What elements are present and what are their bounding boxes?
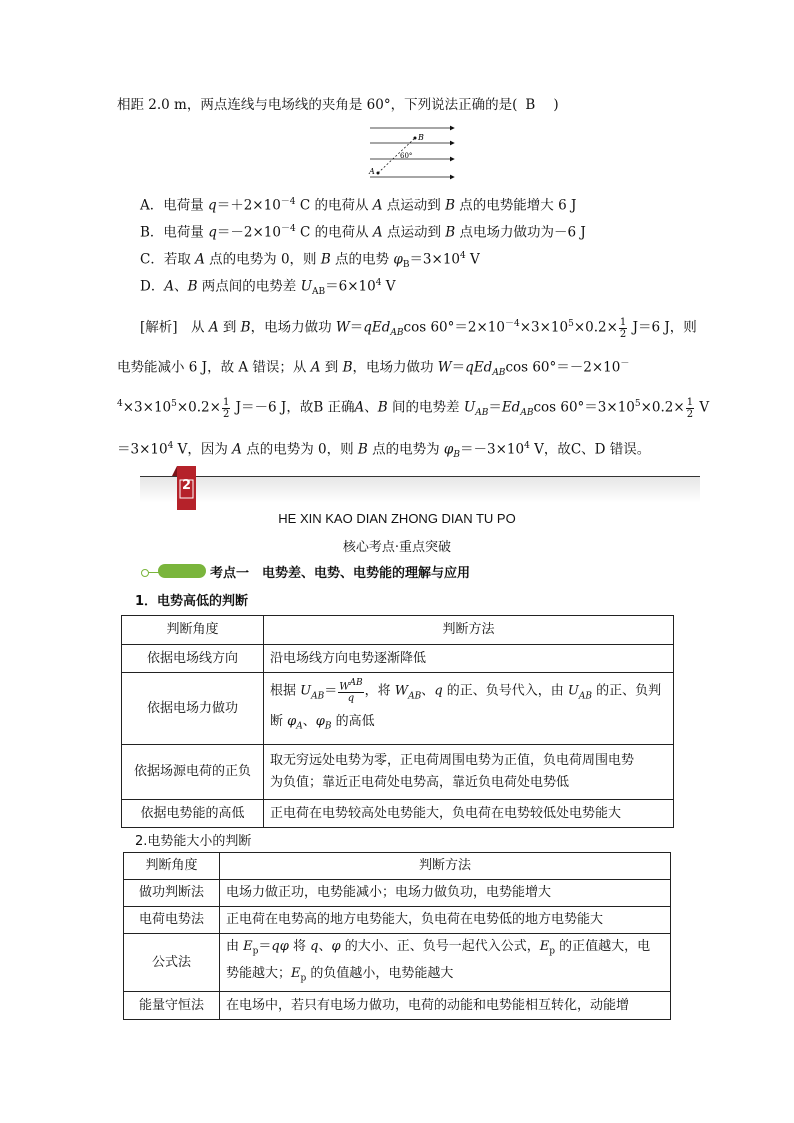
option-d: D．A、B 两点间的电势差 $U_{AB}=6\times 10^4$ V	[140, 278, 396, 298]
table-cell: 由 $E_p=q\varphi$ 将 q、φ 的大小、正、负号一起代入公式，$E_p$ 的正值越大，电 势能越大；$E_p$ 的负值越小，电势能越大	[220, 934, 671, 992]
table-row	[124, 907, 671, 934]
section-title: 核心考点·重点突破	[342, 540, 452, 555]
table-cell: 依据电场线方向	[122, 645, 264, 673]
point-b	[414, 137, 417, 140]
table1-heading: 1．电势高低的判断	[135, 594, 249, 609]
table-header: 判断方法	[264, 616, 674, 645]
table-header: 判断角度	[124, 853, 220, 880]
table-cell: 能量守恒法	[124, 992, 220, 1020]
table-cell: 依据电势能的高低	[122, 800, 264, 828]
table-row	[124, 992, 671, 1020]
table-cell: 沿电场线方向电势逐渐降低	[264, 645, 674, 673]
fraction: $\frac{1}{2}$	[619, 316, 627, 340]
table-cell: 正电荷在电势高的地方电势能大，负电荷在电势低的地方电势能大	[220, 907, 671, 934]
table-cell: 电荷电势法	[124, 907, 220, 934]
kaodian-pill	[158, 564, 206, 578]
fraction: $\frac{1}{2}$	[686, 396, 694, 420]
table-cell: 公式法	[124, 934, 220, 992]
table-cell: 取无穷远处电势为零，正电荷周围电势为正值，负电荷周围电势 为负值；靠近正电荷处电势高，靠近负电荷处电势低	[264, 745, 674, 800]
label-b: B	[418, 133, 424, 142]
table-row	[122, 616, 674, 645]
section-shade	[140, 477, 700, 503]
question-intro	[117, 96, 559, 114]
electric-field-figure	[362, 122, 462, 184]
table-header: 判断方法	[220, 853, 671, 880]
option-a: A．电荷量 $q=+2\times 10^{-4}$ C 的电荷从 A 点运动到 B 点的电势能增大 6 J	[140, 197, 577, 214]
fraction: $\frac{1}{2}$	[222, 396, 230, 420]
table-row	[124, 934, 671, 992]
potential-table	[121, 615, 674, 828]
analysis-line-4: $=3\times 10^4$ V，因为 A 点的电势为 0，则 B 点的电势为 $\varphi_B=-3\times 10^4$ V，故C、D 错误。	[117, 441, 651, 461]
point-a	[377, 172, 380, 175]
table-row	[122, 745, 674, 800]
table-row	[122, 800, 674, 828]
angle-label: 60°	[400, 152, 413, 160]
section-pinyin: HE XIN KAO DIAN ZHONG DIAN TU PO	[278, 511, 516, 526]
analysis-line-1: [解析] 从 A 到 B，电场力做功 W＝qEd$_{AB}$cos $60^\circ=2\times 10^{-4}\times 3\times 10^5\times 0.2\times$ $\frac{1}{2}$ J＝6 J，则	[140, 316, 697, 340]
table-cell: 电场力做正功，电势能减小；电场力做负功，电势能增大	[220, 880, 671, 907]
table-header: 判断角度	[122, 616, 264, 645]
option-c: C．若取 A 点的电势为 0，则 B 点的电势 $\varphi_B=3\times 10^4$ V	[140, 251, 480, 271]
question-text: 相距 2.0 m，两点连线与电场线的夹角是 60°，下列说法正确的是(	[117, 97, 518, 113]
table-cell: 依据电场力做功	[122, 673, 264, 745]
section-number: 2	[181, 478, 192, 493]
question-close: )	[553, 97, 559, 113]
table-cell: 根据 $U_{AB}=$ $\frac{W^{AB}}{q}$ ，将 $W_{AB}$、q 的正、负号代入，由 $U_{AB}$ 的正、负判 断 $\varphi_A$、$\varphi_B$ 的高低	[264, 673, 674, 745]
table-cell: 正电荷在电势较高处电势能大，负电荷在电势较低处电势能大	[264, 800, 674, 828]
table-cell: 做功判断法	[124, 880, 220, 907]
answer-letter: B	[525, 97, 536, 113]
kaodian-title: 考点一 电势差、电势、电势能的理解与应用	[210, 566, 471, 581]
table-cell: 在电场中，若只有电场力做功，电荷的动能和电势能相互转化，动能增	[220, 992, 671, 1020]
kaodian-dot	[141, 569, 149, 577]
table-row	[124, 880, 671, 907]
analysis-line-3: $^4\times 3\times 10^5\times 0.2\times$ $\frac{1}{2}$ J＝－6 J，故B 正确A、B 间的电势差 $U_{AB}=Ed_{AB}\cos$ $60^\circ=3\times 10^5\times 0.2\times$ $\frac{1}{2}$ V	[117, 396, 710, 420]
table-row	[124, 853, 671, 880]
analysis-line-2: 电势能减小 6 J，故 A 错误；从 A 到 B，电场力做功 W＝qEd$_{AB}$cos 60°＝－2×10－	[117, 359, 630, 379]
table-cell: 依据场源电荷的正负	[122, 745, 264, 800]
table-row	[122, 673, 674, 745]
fraction: $\frac{W^{AB}}{q}$	[339, 677, 363, 704]
table-row	[122, 645, 674, 673]
energy-table	[123, 852, 671, 1020]
label-a: A	[369, 167, 375, 176]
table2-heading: 2.电势能大小的判断	[135, 834, 252, 849]
option-b: B．电荷量 $q=-2\times 10^{-4}$ C 的电荷从 A 点运动到 B 点电场力做功为－6 J	[140, 224, 586, 241]
